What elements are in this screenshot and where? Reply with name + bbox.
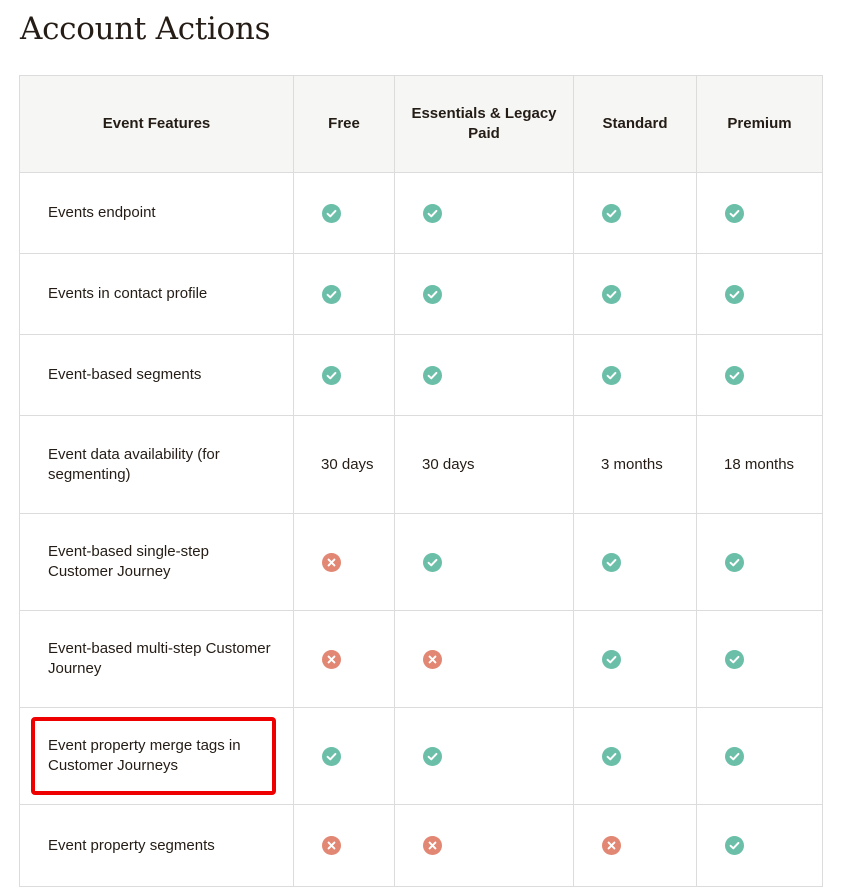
check-circle-icon	[322, 747, 341, 766]
feature-name-cell: Event-based multi-step Customer Journey	[20, 611, 294, 708]
availability-value-cell: 30 days	[395, 416, 574, 514]
check-circle-icon	[725, 553, 744, 572]
availability-cell	[294, 611, 395, 708]
table-row	[20, 254, 823, 335]
check-circle-icon	[602, 747, 621, 766]
availability-cell	[574, 514, 697, 611]
x-circle-icon	[322, 650, 341, 669]
table-row	[20, 805, 823, 887]
header-free: Free	[294, 76, 395, 173]
availability-cell	[574, 335, 697, 416]
check-circle-icon	[423, 553, 442, 572]
check-circle-icon	[423, 747, 442, 766]
check-circle-icon	[322, 366, 341, 385]
table-row	[20, 514, 823, 611]
availability-cell	[697, 805, 823, 887]
x-circle-icon	[602, 836, 621, 855]
check-circle-icon	[725, 285, 744, 304]
page-title: Account Actions	[20, 11, 271, 47]
feature-name-cell: Events endpoint	[20, 173, 294, 254]
availability-cell	[697, 335, 823, 416]
check-circle-icon	[322, 285, 341, 304]
check-circle-icon	[602, 366, 621, 385]
table-body	[20, 173, 823, 887]
availability-cell	[294, 514, 395, 611]
check-circle-icon	[725, 650, 744, 669]
table-header-row	[20, 76, 823, 173]
availability-cell	[395, 514, 574, 611]
availability-cell	[574, 805, 697, 887]
availability-cell	[574, 611, 697, 708]
header-essentials-legacy-paid: Essentials & Legacy Paid	[395, 76, 574, 173]
availability-cell	[697, 173, 823, 254]
availability-cell	[294, 805, 395, 887]
x-circle-icon	[423, 650, 442, 669]
check-circle-icon	[725, 747, 744, 766]
check-circle-icon	[602, 204, 621, 223]
availability-cell	[395, 254, 574, 335]
check-circle-icon	[602, 553, 621, 572]
check-circle-icon	[322, 204, 341, 223]
availability-cell	[294, 173, 395, 254]
availability-cell	[395, 708, 574, 805]
check-circle-icon	[423, 285, 442, 304]
availability-value-cell: 30 days	[294, 416, 395, 514]
availability-cell	[395, 805, 574, 887]
check-circle-icon	[725, 204, 744, 223]
table-row	[20, 611, 823, 708]
x-circle-icon	[423, 836, 442, 855]
header-event-features: Event Features	[20, 76, 294, 173]
table-row	[20, 173, 823, 254]
check-circle-icon	[602, 650, 621, 669]
header-premium: Premium	[697, 76, 823, 173]
check-circle-icon	[423, 204, 442, 223]
check-circle-icon	[602, 285, 621, 304]
availability-cell	[697, 514, 823, 611]
feature-name-cell: Event-based segments	[20, 335, 294, 416]
x-circle-icon	[322, 553, 341, 572]
availability-cell	[697, 611, 823, 708]
availability-cell	[294, 335, 395, 416]
feature-comparison-table	[19, 75, 823, 887]
feature-name-cell: Event-based single-step Customer Journey	[20, 514, 294, 611]
feature-name-cell: Event property segments	[20, 805, 294, 887]
table-row	[20, 416, 823, 514]
table-row	[20, 335, 823, 416]
availability-cell	[574, 173, 697, 254]
feature-name-cell: Events in contact profile	[20, 254, 294, 335]
x-circle-icon	[322, 836, 341, 855]
check-circle-icon	[423, 366, 442, 385]
availability-cell	[395, 335, 574, 416]
feature-name-cell: Event data availability (for segmenting)	[20, 416, 294, 514]
availability-cell	[574, 254, 697, 335]
check-circle-icon	[725, 366, 744, 385]
availability-cell	[294, 708, 395, 805]
availability-cell	[395, 611, 574, 708]
check-circle-icon	[725, 836, 744, 855]
availability-value-cell: 18 months	[697, 416, 823, 514]
availability-cell	[574, 708, 697, 805]
availability-value-cell: 3 months	[574, 416, 697, 514]
availability-cell	[697, 254, 823, 335]
availability-cell	[294, 254, 395, 335]
table-row	[20, 708, 823, 805]
availability-cell	[395, 173, 574, 254]
availability-cell	[697, 708, 823, 805]
header-standard: Standard	[574, 76, 697, 173]
feature-name-cell: Event property merge tags in Customer Journeys	[20, 708, 294, 805]
